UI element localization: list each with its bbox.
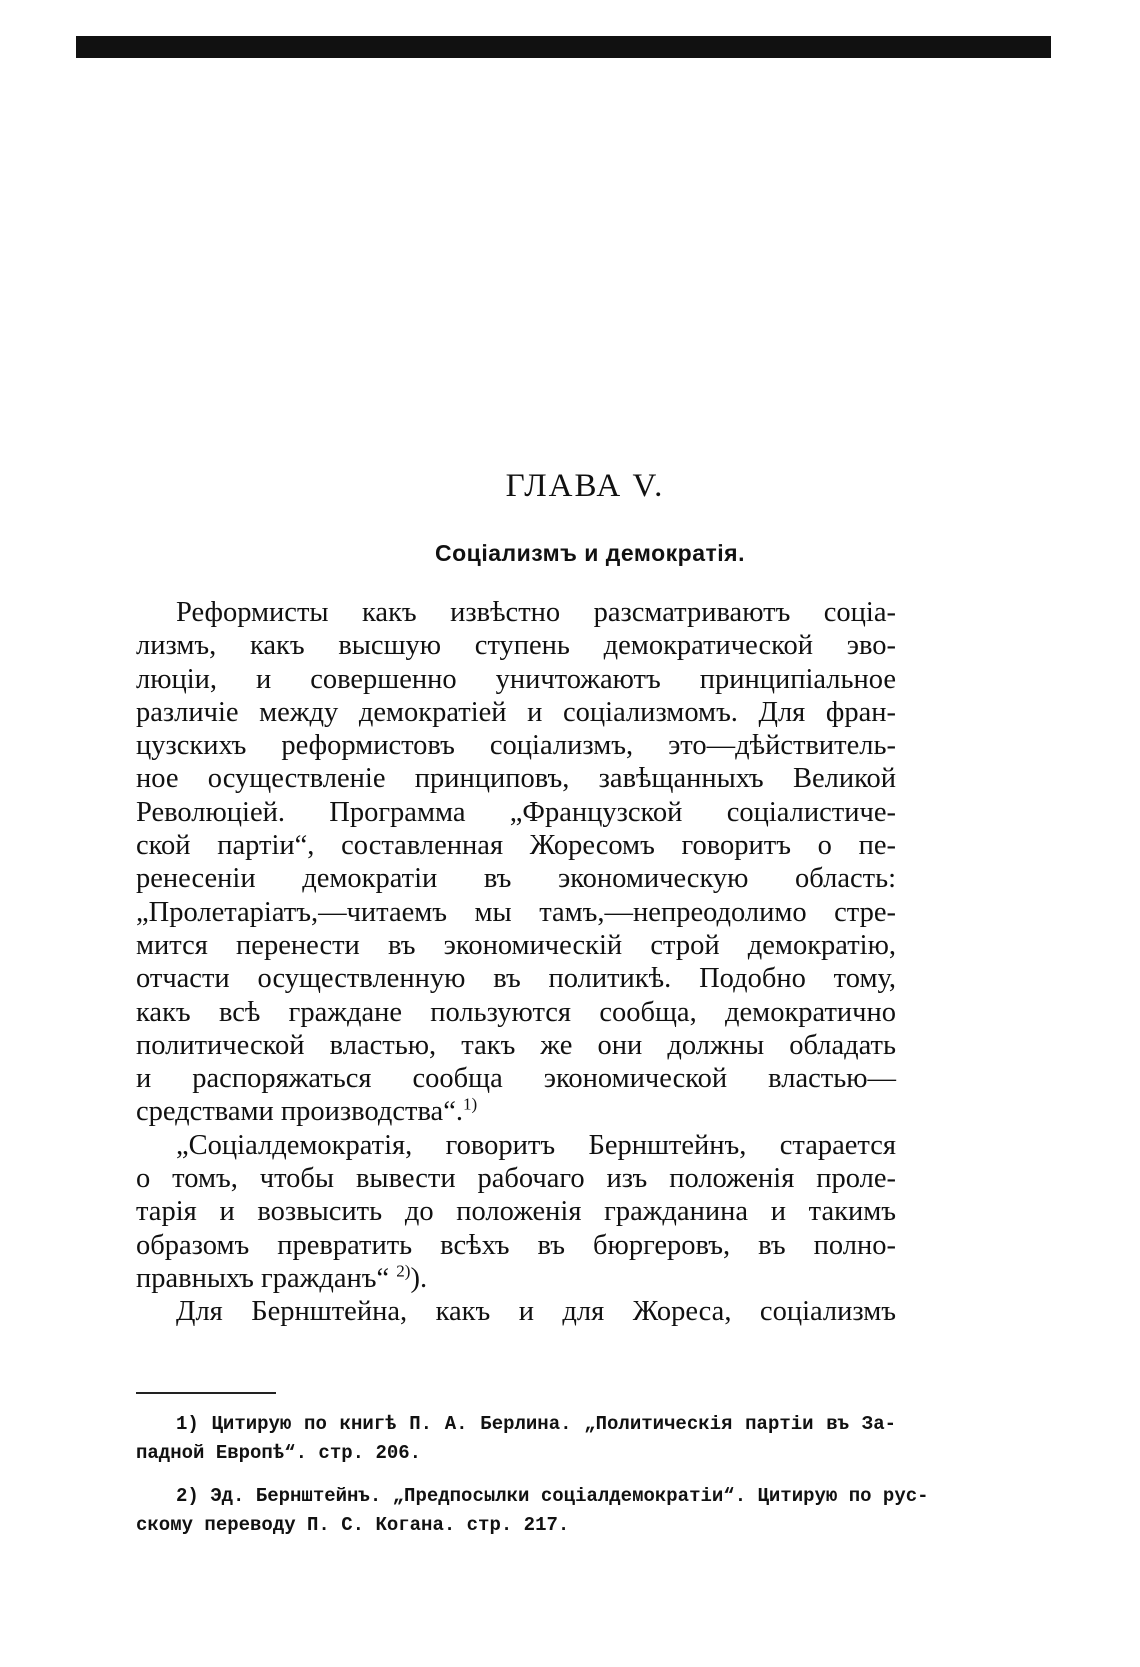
- text-line: люціи, и совершенно уничтожаютъ принципіальное: [136, 663, 896, 695]
- footnote-mark: 2): [396, 1261, 411, 1281]
- text-line-with-footnote: [136, 1262, 896, 1295]
- footnotes: [136, 1410, 929, 1554]
- text-line-with-footnote: [136, 1095, 896, 1128]
- text-line: политической властью, такъ же они должны обладать: [136, 1029, 896, 1061]
- text-line: мится перенести въ экономическій строй демократію,: [136, 929, 896, 961]
- page-top-border: [76, 36, 1051, 58]
- text-line: какъ всѣ граждане пользуются сообща, демократично: [136, 996, 896, 1028]
- text-line: Революціей. Программа „Французской соціалистиче-: [136, 796, 896, 828]
- footnote-2: [136, 1482, 929, 1540]
- footnote-line: скому переводу П. С. Когана. стр. 217.: [136, 1514, 570, 1536]
- text-line: тарія и возвысить до положенія гражданина и такимъ: [136, 1196, 896, 1228]
- chapter-title: ГЛАВА V.: [505, 468, 665, 504]
- footnote-mark: 1): [463, 1094, 478, 1114]
- text-line: ренесеніи демократіи въ экономическую область:: [136, 863, 896, 895]
- text-line-content: средствами производства“.: [136, 1096, 463, 1128]
- footnote-divider: [136, 1392, 276, 1394]
- text-line: „Соціалдемократія, говоритъ Бернштейнъ, старается: [176, 1129, 896, 1161]
- text-line: образомъ превратить всѣхъ въ бюргеровъ, въ полно-: [136, 1229, 896, 1261]
- text-line: Для Бернштейна, какъ и для Жореса, соціализмъ: [176, 1296, 896, 1328]
- footnote-line: падной Европѣ“. стр. 206.: [136, 1442, 422, 1464]
- text-line: цузскихъ реформистовъ соціализмъ, это—дѣйствитель-: [136, 730, 896, 762]
- text-line: ской партіи“, составленная Жоресомъ говоритъ о пе-: [136, 830, 896, 862]
- footnote-1: [136, 1410, 896, 1468]
- text-line: и распоряжаться сообща экономической властью—: [136, 1063, 896, 1095]
- text-line: отчасти осуществленную въ политикѣ. Подобно тому,: [136, 963, 896, 995]
- main-text: [136, 596, 896, 1329]
- footnote-closing: ).: [410, 1262, 428, 1294]
- footnote-line: 2) Эд. Бернштейнъ. „Предпосылки соціалдемократіи“. Цитирую по рус-: [176, 1485, 929, 1507]
- text-line: о томъ, чтобы вывести рабочаго изъ положенія проле-: [136, 1163, 896, 1195]
- chapter-subtitle: Соціализмъ и демократія.: [435, 540, 745, 566]
- text-line-content: правныхъ гражданъ“: [136, 1262, 390, 1294]
- text-line: лизмъ, какъ высшую ступень демократической эво-: [136, 630, 896, 662]
- text-line: Реформисты какъ извѣстно разсматриваютъ соціа-: [176, 597, 896, 628]
- footnote-line: 1) Цитирую по книгѣ П. А. Берлина. „Политическія партіи въ За-: [176, 1413, 896, 1435]
- text-line: „Пролетаріатъ,—читаемъ мы тамъ,—непреодолимо стре-: [136, 896, 896, 928]
- text-line: ное осуществленіе принциповъ, завѣщанныхъ Великой: [136, 763, 896, 795]
- text-line: различіе между демократіей и соціализмомъ. Для фран-: [136, 696, 896, 728]
